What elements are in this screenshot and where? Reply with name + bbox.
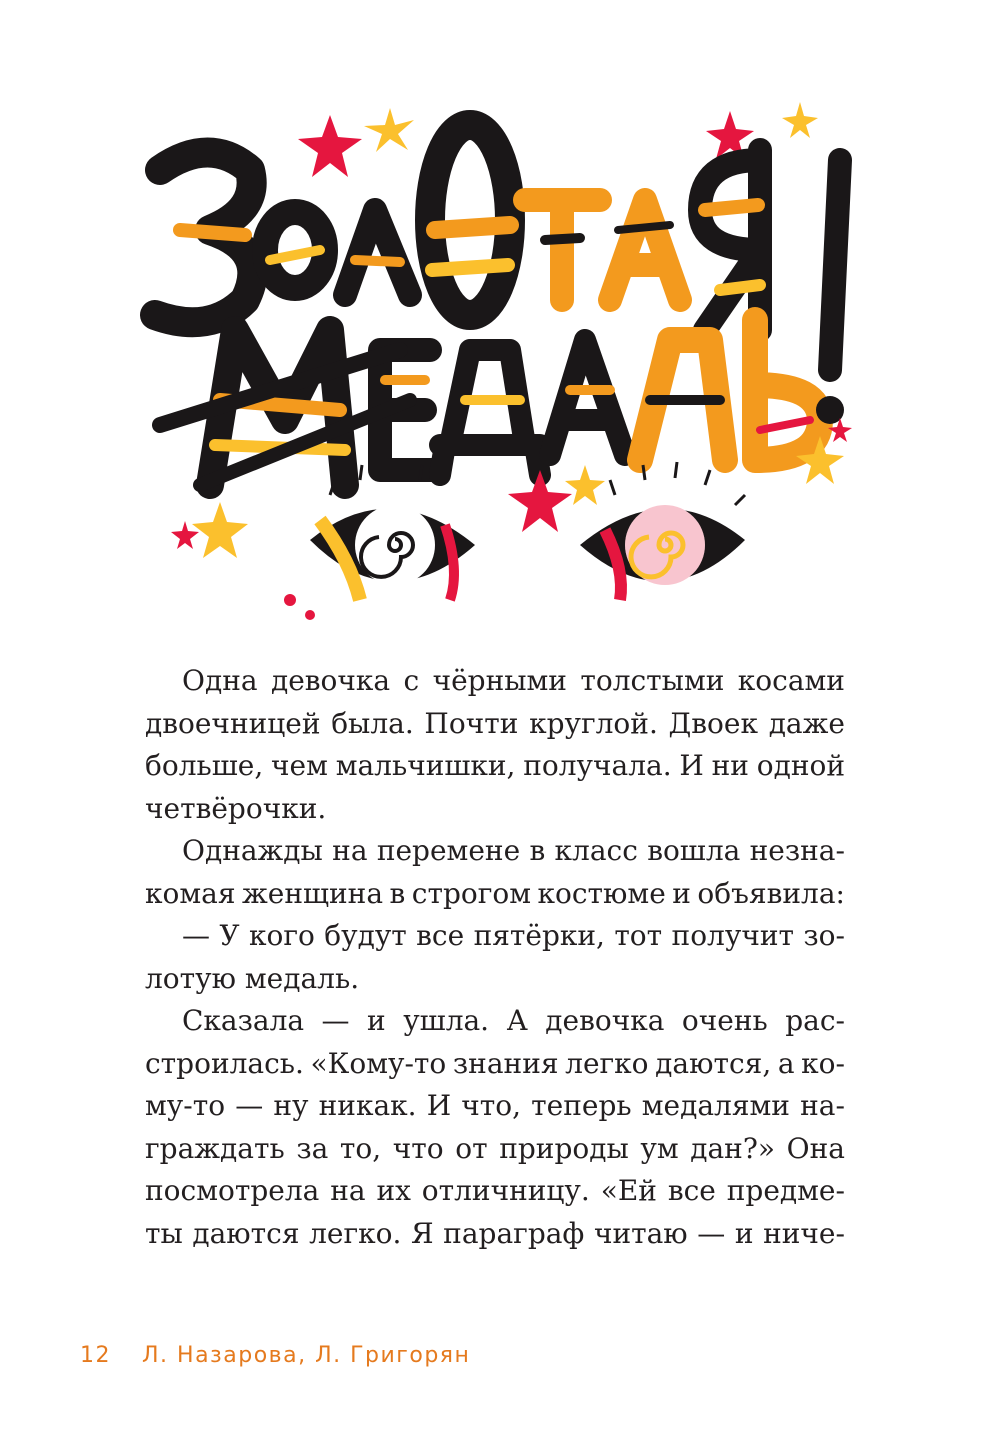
star-icon	[565, 465, 605, 505]
body-text	[145, 660, 845, 1255]
text-line: Одна девочка с чёрными толстыми косами	[182, 664, 845, 697]
text-line: комая женщина в строгом костюме и объявила:	[145, 876, 845, 910]
title-word-1	[155, 125, 760, 330]
title-illustration	[140, 100, 860, 630]
text-line: Сказала — и ушла. А девочка очень рас-	[182, 1004, 845, 1037]
text-line: больше, чем мальчишки, получала. И ни одной	[145, 749, 845, 782]
book-authors: Л. Назарова, Л. Григорян	[142, 1343, 471, 1368]
text-line: лотую медаль.	[145, 961, 360, 995]
text-line: четвёрочки.	[145, 791, 327, 825]
text-line: — У кого будут все пятёрки, тот получит зо-	[182, 919, 845, 952]
star-icon	[364, 108, 414, 152]
text-line: граждать за то, что от природы ум дан?» Она	[145, 1131, 845, 1165]
eye-icon	[580, 462, 745, 600]
text-line: му-то — ну никак. И что, теперь медалями на-	[145, 1089, 845, 1122]
page-footer	[80, 1343, 470, 1368]
star-icon	[192, 502, 248, 558]
star-icon	[298, 115, 362, 177]
text-line: строилась. «Кому-то знания легко даются, а ко-	[145, 1046, 845, 1080]
star-icon	[508, 470, 572, 532]
text-line: посмотрела на их отличницу. «Ей все предме-	[145, 1174, 845, 1207]
page-number: 12	[80, 1343, 111, 1368]
text-line: ты даются легко. Я параграф читаю — и ниче-	[145, 1216, 845, 1250]
text-line: двоечницей была. Почти круглой. Двоек даже	[145, 706, 845, 740]
text-line: Однажды на перемене в класс вошла незна-	[182, 834, 845, 867]
star-icon	[782, 102, 818, 138]
